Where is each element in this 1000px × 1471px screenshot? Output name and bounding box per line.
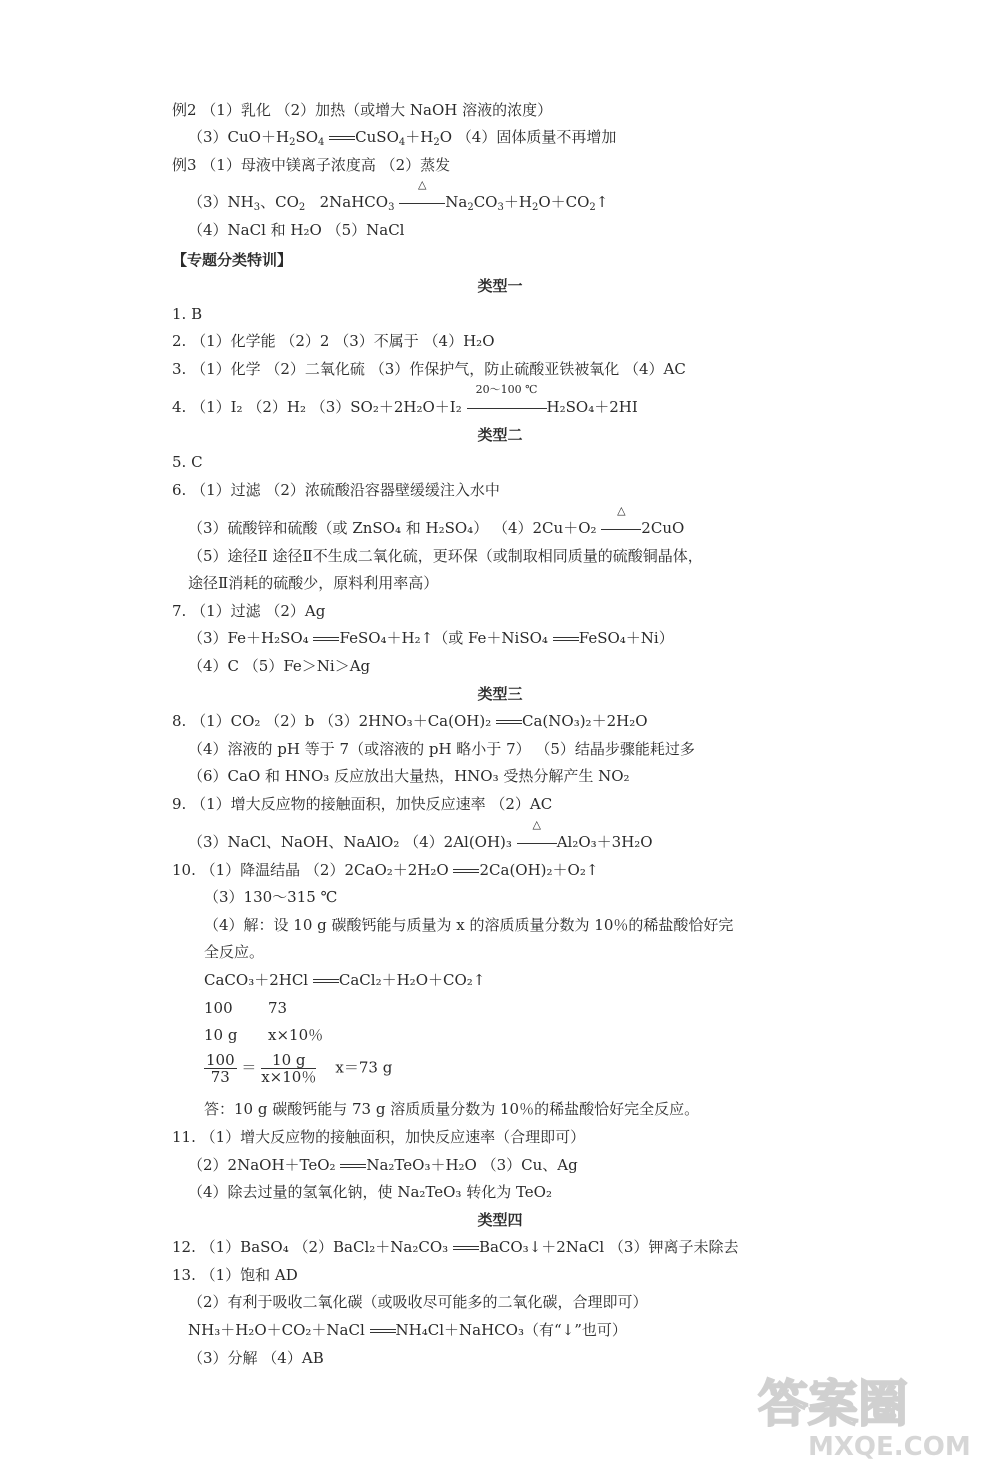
fraction-1: $\frac{100}{73}$ [206,1051,235,1086]
heat-icon: △ [532,818,541,831]
q6-line-2: （3）硫酸锌和硫酸（或 ZnSO₄ 和 H₂SO₄） （4）2Cu＋O₂ △ 2CuO [188,504,685,537]
type-four-title: 类型四 [477,1211,523,1229]
q6-line-4: 途径Ⅱ消耗的硫酸少，原料利用率高） [188,574,439,592]
q5: 5. C [172,453,203,471]
q10-equation: CaCO₃＋2HCl CaCl₂＋H₂O＋CO₂↑ [204,971,486,989]
watermark-logo [748,1363,978,1463]
equals-sign-icon [370,1329,396,1333]
heat-icon: △ [418,178,427,191]
q12: 12. （1）BaSO₄ （2）BaCl₂＋Na₂CO₃ BaCO₃↓＋2NaCl （3）钾离子未除去 [172,1238,739,1256]
q3: 3. （1）化学 （2）二氧化硫 （3）作保护气，防止硫酸亚铁被氧化 （4）AC [172,360,686,378]
q6-line-3: （5）途径Ⅱ 途径Ⅱ不生成二氧化硫，更环保（或制取相同质量的硫酸铜晶体， [188,547,703,565]
q13-line-2: （2）有利于吸收二氧化碳（或吸收尽可能多的二氧化碳，合理即可） [188,1293,648,1311]
q13-line-4: （3）分解 （4）AB [188,1349,324,1367]
q2: 2. （1）化学能 （2）2 （3）不属于 （4）H₂O [172,332,495,350]
type-three-title: 类型三 [477,685,523,703]
q7-line-2: （3）Fe＋H₂SO₄ FeSO₄＋H₂↑（或 Fe＋NiSO₄ FeSO₄＋Ni） [188,629,674,647]
q11: 11. （1）增大反应物的接触面积，加快反应速率（合理即可） [172,1128,586,1146]
q10-ratio-2: 73 [268,999,288,1017]
q10-answer: 答：10 g 碳酸钙能与 73 g 溶质质量分数为 10％的稀盐酸恰好完全反应。 [204,1100,700,1118]
section-heading: 【专题分类特训】 [172,251,293,269]
q9: 9. （1）增大反应物的接触面积，加快反应速率 （2）AC [172,795,553,813]
equals-sign-icon [329,136,355,140]
example-3-line-2: $(3)NH_3$、$CO_2$ 2NaHCO$_3$ △ $Na_2CO_3+H_2O+CO_2↑$ [188,178,609,213]
q4: 4. （1）I₂ （2）H₂ （3）SO₂＋2H₂O＋I₂ 20～100 ℃ H₂SO₄＋2HI [172,383,638,416]
type-one-title: 类型一 [477,277,523,295]
q10-line-3: （4）解：设 10 g 碳酸钙能与质量为 x 的溶质质量分数为 10％的稀盐酸恰好完 [204,916,734,934]
q8: 8. （1）CO₂ （2）b （3）2HNO₃＋Ca(OH)₂ Ca(NO₃)₂＋2H₂O [172,712,648,730]
equals-sign-icon [340,1164,366,1168]
heat-icon: △ [617,504,626,517]
q6: 6. （1）过滤 （2）浓硫酸沿容器壁缓缓注入水中 [172,481,500,499]
heat-condition-arrow [517,818,557,852]
q10-line-2: （3）130～315 ℃ [204,888,338,906]
equals-sign-icon [553,637,579,641]
q8-line-2: （4）溶液的 pH 等于 7（或溶液的 pH 略小于 7） （5）结晶步骤能耗过多 [188,740,695,758]
type-two-title: 类型二 [477,426,523,444]
example-3-line-1: 例3 （1）母液中镁离子浓度高 （2）蒸发 [172,156,451,174]
equals-sign-icon [496,720,522,724]
watermark-text: 答案圈 [758,1375,908,1433]
q9-line-2: （3）NaCl、NaOH、NaAlO₂ （4）2Al(OH)₃ △ Al₂O₃＋3H₂O [188,818,653,851]
q1: 1. B [172,305,203,323]
q10-ratio-1: 100 [204,999,233,1017]
q8-line-3: （6）CaO 和 HNO₃ 反应放出大量热，HNO₃ 受热分解产生 NO₂ [188,767,630,785]
q7-line-3: （4）C （5）Fe＞Ni＞Ag [188,657,371,675]
gas-arrow-icon: ↑ [595,193,609,211]
reaction-condition-arrow: 20～100 ℃ [467,397,547,417]
equals-sign-icon [313,637,339,641]
q10-mass-2: x×10％ [268,1026,324,1044]
q13: 13. （1）饱和 AD [172,1266,298,1284]
q10-mass-1: 10 g [204,1026,238,1044]
q13-line-3: NH₃＋H₂O＋CO₂＋NaCl NH₄Cl＋NaHCO₃（有“↓”也可） [188,1321,627,1339]
heat-condition-arrow [399,178,445,212]
equals-sign-icon [313,979,339,983]
example-2-line-1: 例2 （1）乳化 （2）加热（或增大 NaOH 溶液的浓度） [172,101,553,119]
watermark-site: MXQE.COM [808,1432,971,1462]
heat-condition-arrow [601,504,641,538]
q11-line-2: （2）2NaOH＋TeO₂ Na₂TeO₃＋H₂O （3）Cu、Ag [188,1156,578,1174]
q11-line-3: （4）除去过量的氢氧化钠，使 Na₂TeO₃ 转化为 TeO₂ [188,1183,552,1201]
q10: 10. （1）降温结晶 （2）2CaO₂＋2H₂O 2Ca(OH)₂＋O₂↑ [172,861,599,879]
q7: 7. （1）过滤 （2）Ag [172,602,326,620]
example-3-line-3: （4）NaCl 和 H₂O （5）NaCl [188,221,405,239]
fraction-2: $\frac{10 g}{x\times 10\%}$ [261,1051,317,1086]
equals-sign-icon [453,1246,479,1250]
example-2-line-2: $(3)CuO+H_2SO_4$ $CuSO_4+H_2O$ （4）固体质量不再增加 [188,128,617,148]
q10-proportion: $\frac{100}{73}$ ＝ $\frac{10 g}{x\times 10\%}$ x＝73 g [206,1051,393,1086]
q10-line-4: 全反应。 [204,943,265,961]
equals-sign-icon [453,869,479,873]
